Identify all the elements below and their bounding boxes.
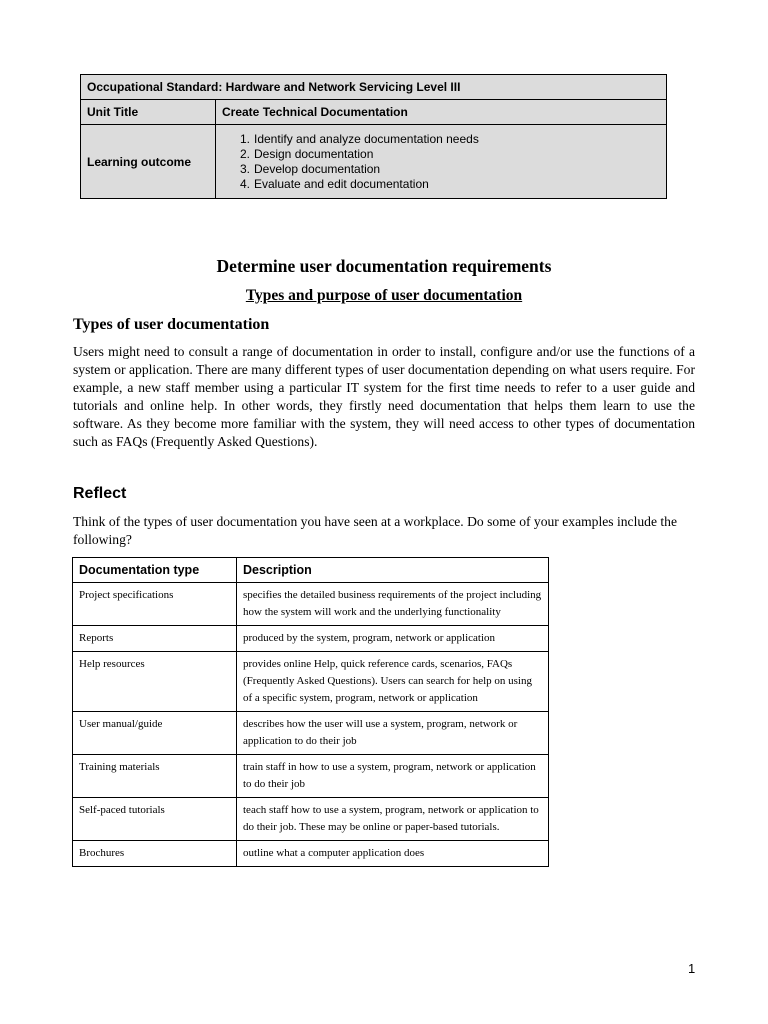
doc-type-cell: User manual/guide (73, 712, 237, 755)
learning-outcome-list-cell (216, 125, 667, 199)
table-header-row (73, 558, 549, 583)
doc-type-cell: Help resources (73, 652, 237, 712)
doc-description-cell: describes how the user will use a system, program, network or application to do their job (237, 712, 549, 755)
intro-paragraph: Users might need to consult a range of documentation in order to install, configure and/or use the functions of a system or application. There are many different types of user documentation depending on what users require. For example, a new staff member using a particular IT system for the first time needs to refer to a user guide and tutorials and online help. In other words, they firstly need documentation that helps them learn to use the software. As they become more familiar with the system, they will need access to other types of documentation such as FAQs (Frequently Asked Questions). (73, 344, 695, 449)
table-row (73, 755, 549, 798)
learning-outcome-item: 4. Evaluate and edit documentation (239, 176, 429, 191)
occupational-standard: Occupational Standard: Hardware and Network Servicing Level III (81, 75, 667, 100)
doc-description-cell: outline what a computer application does (237, 841, 549, 867)
page-title: Determine user documentation requirements (216, 256, 552, 276)
learning-outcome-label: Learning outcome (81, 125, 216, 199)
doc-description-cell: train staff in how to use a system, program, network or application to do their job (237, 755, 549, 798)
doc-type-cell: Reports (73, 626, 237, 652)
table-row (73, 712, 549, 755)
table-row (73, 798, 549, 841)
doc-description-cell: specifies the detailed business requirements of the project including how the system will work and the underlying functionality (237, 583, 549, 626)
page-subtitle: Types and purpose of user documentation (245, 287, 523, 304)
learning-outcome-item: 3. Develop documentation (239, 161, 381, 176)
documentation-types-table (72, 557, 549, 867)
doc-type-cell: Self-paced tutorials (73, 798, 237, 841)
section-heading: Types of user documentation (73, 316, 270, 333)
column-header-type: Documentation type (73, 558, 237, 583)
learning-outcome-list (222, 132, 660, 192)
reflect-heading: Reflect (73, 485, 127, 502)
table-row (73, 841, 549, 867)
learning-outcome-item: 2. Design documentation (239, 146, 374, 161)
doc-type-cell: Brochures (73, 841, 237, 867)
table-row (73, 626, 549, 652)
learning-outcome-item: 1. Identify and analyze documentation needs (239, 131, 479, 146)
reflect-text: Think of the types of user documentation you have seen at a workplace. Do some of your examples include the following? (73, 514, 677, 547)
unit-title-value: Create Technical Documentation (216, 100, 667, 125)
table-row (73, 583, 549, 626)
doc-type-cell: Project specifications (73, 583, 237, 626)
page-number: 1 (688, 961, 696, 976)
table-row (73, 652, 549, 712)
doc-description-cell: provides online Help, quick reference cards, scenarios, FAQs (Frequently Asked Questions). Users can search for help on using of a specific system, program, network or application (237, 652, 549, 712)
doc-description-cell: teach staff how to use a system, program, network or application to do their job. These may be online or paper-based tutorials. (237, 798, 549, 841)
header-info-table (80, 74, 667, 199)
column-header-description: Description (237, 558, 549, 583)
unit-title-label: Unit Title (81, 100, 216, 125)
doc-description-cell: produced by the system, program, network or application (237, 626, 549, 652)
doc-type-cell: Training materials (73, 755, 237, 798)
